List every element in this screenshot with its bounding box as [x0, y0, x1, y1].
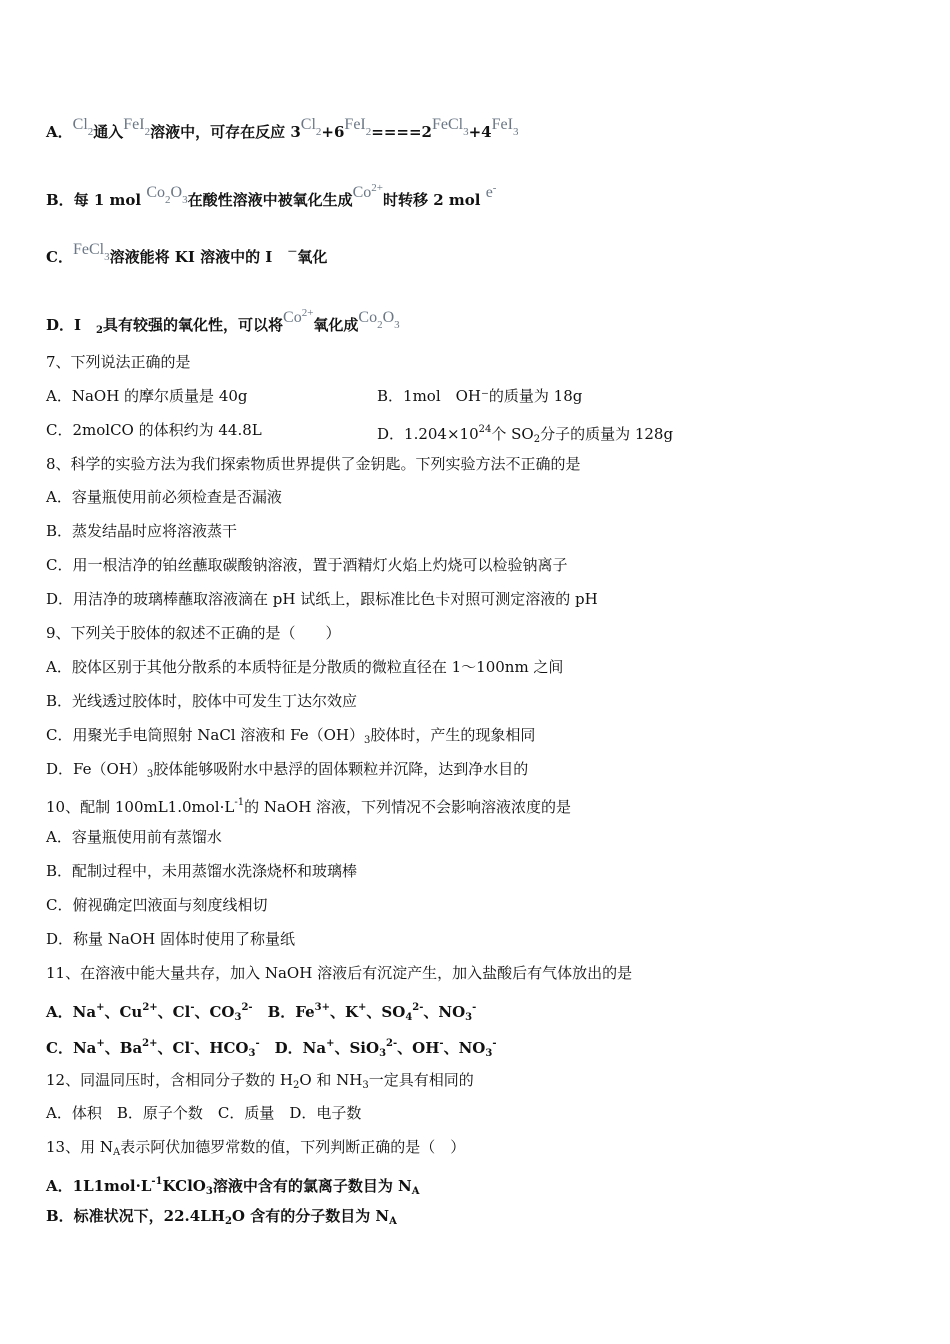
text-segment: 氧化成: [313, 316, 359, 334]
text-segment: 表示阿伏加德罗常数的值，下列判断正确的是（ ）: [120, 1138, 466, 1156]
text-segment: C．俯视确定凹液面与刻度线相切: [46, 896, 268, 914]
text-segment: 9、下列关于胶体的叙述不正确的是（ ）: [46, 624, 341, 642]
text-segment: -: [255, 1038, 260, 1049]
text-line: [46, 521, 237, 541]
text-segment: A．: [46, 123, 73, 141]
text-line: [46, 657, 563, 677]
text-line: [46, 759, 528, 785]
text-segment: 2+: [142, 1002, 158, 1013]
text-segment: -: [190, 1002, 195, 1013]
text-segment: -: [472, 1002, 477, 1013]
text-line: [46, 555, 567, 575]
text-segment: C．Na: [46, 1039, 97, 1057]
text-segment: 11、在溶液中能大量共存，加入 NaOH 溶液后有沉淀产生，加入盐酸后有气体放出的是: [46, 964, 633, 982]
formula-text: 2: [144, 126, 151, 138]
text-segment: C．2molCO 的体积约为 44.8L: [46, 421, 262, 439]
text-segment: 通入: [93, 123, 124, 141]
text-line: [46, 1206, 397, 1232]
formula-text: 2+: [301, 307, 314, 319]
formula-text: Co: [146, 184, 166, 201]
formula-text: 2: [315, 126, 322, 138]
text-segment: -: [492, 1038, 497, 1049]
text-segment: 2+: [142, 1038, 158, 1049]
text-line: [46, 240, 327, 267]
text-segment: 、K: [329, 1003, 359, 1021]
text-segment: 一定具有相同的: [368, 1071, 474, 1089]
text-segment: 、NO: [443, 1039, 486, 1057]
text-segment: A: [411, 1186, 420, 1197]
text-segment: -1: [234, 797, 245, 808]
text-segment: 、CO: [194, 1003, 235, 1021]
text-segment: 氧化: [297, 248, 328, 266]
text-segment: 、HCO: [194, 1039, 249, 1057]
text-segment: 3: [362, 1080, 369, 1091]
text-line: [46, 115, 518, 142]
text-segment: B．Fe: [252, 1003, 315, 1021]
text-segment: 3: [363, 735, 371, 746]
text-segment: B．配制过程中，未用蒸馏水洗涤烧杯和玻璃棒: [46, 862, 358, 880]
formula-text: Co: [358, 309, 378, 326]
formula-text: 2: [87, 126, 94, 138]
text-segment: 个 SO: [491, 425, 534, 443]
text-segment: +6: [321, 123, 345, 141]
text-segment: 2-: [412, 1002, 424, 1013]
text-line: [46, 691, 357, 711]
text-segment: 2-: [241, 1002, 253, 1013]
text-segment: A．容量瓶使用前有蒸馏水: [46, 828, 222, 846]
text-segment: 2-: [386, 1038, 398, 1049]
text-line: [46, 487, 282, 507]
formula-text: Co: [283, 309, 302, 326]
formula-text: 3: [394, 319, 400, 331]
formula-text: Cl: [300, 116, 316, 133]
text-line: [46, 352, 191, 372]
text-line: [46, 623, 341, 643]
text-segment: -: [190, 1038, 195, 1049]
text-segment: A．NaOH 的摩尔质量是 40g: [46, 387, 248, 405]
formula-text: O: [170, 184, 183, 201]
text-segment: O 和 NH: [299, 1071, 363, 1089]
text-segment: 在酸性溶液中被氧化生成: [187, 191, 353, 209]
text-segment: C．用聚光手电筒照射 NaCl 溶液和 Fe（OH）: [46, 726, 364, 744]
formula-text: 3: [104, 251, 110, 263]
formula-text: O: [382, 309, 395, 326]
text-line: [46, 793, 571, 817]
text-segment: 24: [478, 424, 492, 435]
formula-text: Cl: [72, 116, 88, 133]
text-segment: A: [389, 1216, 397, 1227]
text-segment: 、Ba: [104, 1039, 143, 1057]
text-segment: D．Na: [259, 1039, 327, 1057]
text-segment: ====2: [371, 123, 432, 141]
formula-text: 2: [377, 319, 383, 331]
formula-text: Co: [352, 184, 372, 201]
text-line: [46, 1137, 465, 1163]
text-line: [46, 1172, 420, 1202]
formula-text: 2: [165, 194, 171, 206]
text-line: [46, 1034, 496, 1064]
formula-text: FeI: [123, 116, 145, 133]
text-segment: 3: [379, 1048, 387, 1059]
formula-text: FeI: [491, 116, 513, 133]
text-line: [46, 454, 581, 474]
text-line: [46, 303, 400, 341]
text-segment: 2: [292, 1080, 300, 1091]
text-segment: -: [439, 1038, 444, 1049]
formula-text: FeCl: [431, 116, 464, 133]
text-segment: 3: [485, 1048, 493, 1059]
text-segment: 2: [533, 434, 541, 445]
text-segment: 溶液中，可存在反应 3: [150, 123, 301, 141]
text-line: [46, 725, 535, 751]
text-segment: 的 NaOH 溶液，下列情况不会影响溶液浓度的是: [244, 798, 572, 816]
text-segment: 8、科学的实验方法为我们探索物质世界提供了金钥匙。下列实验方法不正确的是: [46, 455, 581, 473]
text-segment: +: [96, 1038, 105, 1049]
text-segment: 10、配制 100mL1.0mol·L: [46, 798, 235, 816]
text-line: [46, 827, 222, 847]
text-line: [46, 998, 476, 1028]
text-segment: +4: [468, 123, 492, 141]
text-segment: +: [358, 1002, 367, 1013]
text-segment: D．称量 NaOH 固体时使用了称量纸: [46, 930, 296, 948]
text-segment: －: [287, 247, 298, 258]
text-line: [46, 1070, 474, 1096]
text-segment: C．: [46, 248, 73, 266]
text-segment: 3: [205, 1186, 213, 1197]
text-segment: B．每 1 mol: [46, 191, 147, 209]
formula-text: 2+: [371, 182, 383, 194]
text-segment: 溶液中含有的氯离子数目为 N: [212, 1177, 412, 1195]
text-segment: A．容量瓶使用前必须检查是否漏液: [46, 488, 282, 506]
text-segment: 、OH: [397, 1039, 440, 1057]
text-segment: 3: [465, 1012, 473, 1023]
text-line: [46, 178, 496, 210]
text-line: [46, 861, 357, 881]
text-line: [46, 963, 632, 983]
formula-text: 2: [365, 126, 372, 138]
text-segment: 3: [248, 1048, 256, 1059]
text-segment: 、Cl: [157, 1003, 191, 1021]
text-segment: A．1L1mol·L: [46, 1177, 152, 1195]
text-segment: 4: [405, 1012, 413, 1023]
formula-text: 3: [512, 126, 519, 138]
text-segment: 胶体时，产生的现象相同: [370, 726, 536, 744]
text-segment: A: [112, 1147, 121, 1158]
text-segment: B．标准状况下，22.4LH: [46, 1207, 225, 1225]
text-line: [46, 895, 267, 915]
option-text: D．1.204×10: [377, 425, 479, 443]
text-segment: 7、下列说法正确的是: [46, 353, 191, 371]
formula-text: e: [485, 184, 493, 201]
text-segment: A．Na: [46, 1003, 97, 1021]
text-segment: 2: [96, 325, 103, 336]
text-segment: -1: [151, 1176, 163, 1187]
text-line: [46, 1103, 361, 1123]
text-segment: A．胶体区别于其他分散系的本质特征是分散质的微粒直径在 1～100nm 之间: [46, 658, 564, 676]
text-segment: 、SiO: [334, 1039, 380, 1057]
formula-text: 3: [463, 126, 469, 138]
text-line: [46, 386, 583, 406]
formula-text: 3: [182, 194, 188, 206]
formula-text: FeI: [344, 116, 366, 133]
text-segment: D．I: [46, 316, 97, 334]
text-segment: D．Fe（OH）: [46, 760, 147, 778]
text-segment: +: [326, 1038, 335, 1049]
text-line: [46, 589, 598, 609]
text-segment: 、SO: [366, 1003, 406, 1021]
text-segment: 分子的质量为 128g: [540, 425, 674, 443]
text-segment: 12、同温同压时，含相同分子数的 H: [46, 1071, 293, 1089]
text-segment: 13、用 N: [46, 1138, 113, 1156]
formula-text: -: [492, 182, 497, 194]
formula-text: FeCl: [72, 241, 105, 258]
text-segment: 3: [146, 769, 154, 780]
text-segment: 胶体能够吸附水中悬浮的固体颗粒并沉降，达到净水目的: [153, 760, 529, 778]
text-segment: 时转移 2 mol: [383, 191, 486, 209]
text-segment: 3: [234, 1012, 242, 1023]
text-segment: 具有较强的氧化性，可以将: [103, 316, 284, 334]
text-segment: +: [96, 1002, 105, 1013]
text-segment: 、NO: [423, 1003, 466, 1021]
text-segment: B．光线透过胶体时，胶体中可发生丁达尔效应: [46, 692, 358, 710]
text-segment: B．蒸发结晶时应将溶液蒸干: [46, 522, 238, 540]
text-segment: 、Cl: [157, 1039, 191, 1057]
text-segment: 溶液能将 KI 溶液中的 I: [109, 248, 288, 266]
text-segment: KClO: [162, 1177, 206, 1195]
text-segment: 3+: [314, 1002, 330, 1013]
text-segment: A．体积 B．原子个数 C．质量 D．电子数: [46, 1104, 362, 1122]
option-text: B．1mol OH⁻的质量为 18g: [377, 387, 583, 405]
text-line: [46, 929, 295, 949]
text-segment: 、Cu: [104, 1003, 143, 1021]
text-segment: O 含有的分子数目为 N: [231, 1207, 390, 1225]
text-segment: C．用一根洁净的铂丝蘸取碳酸钠溶液，置于酒精灯火焰上灼烧可以检验钠离子: [46, 556, 568, 574]
text-segment: D．用洁净的玻璃棒蘸取溶液滴在 pH 试纸上，跟标准比色卡对照可测定溶液的 pH: [46, 590, 598, 608]
text-segment: 2: [224, 1216, 232, 1227]
